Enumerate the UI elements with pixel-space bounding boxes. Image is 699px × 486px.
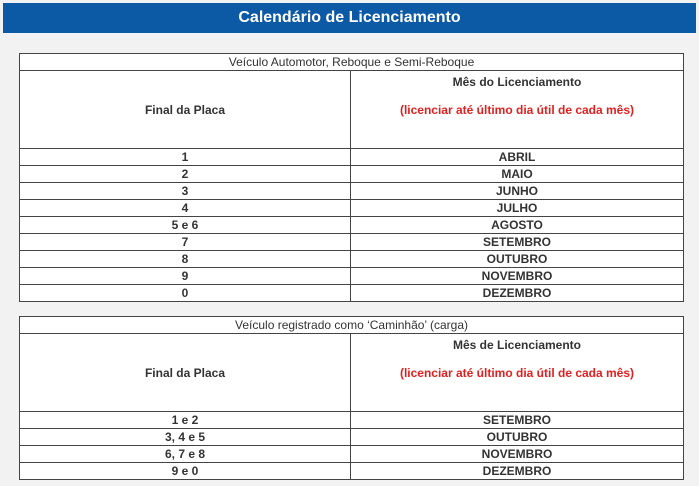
column-header-month bbox=[351, 334, 684, 412]
plate-cell: 6, 7 e 8 bbox=[20, 446, 351, 463]
month-cell: NOVEMBRO bbox=[351, 268, 684, 285]
table-row bbox=[20, 234, 684, 251]
table-row bbox=[20, 200, 684, 217]
table-row bbox=[20, 251, 684, 268]
table-header-row bbox=[20, 71, 684, 149]
table-title-row bbox=[20, 317, 684, 334]
page-title: Calendário de Licenciamento bbox=[3, 3, 696, 33]
plate-cell: 1 bbox=[20, 149, 351, 166]
column-header-month-label: Mês de Licenciamento bbox=[452, 338, 582, 352]
column-header-month bbox=[351, 71, 684, 149]
month-cell: DEZEMBRO bbox=[351, 285, 684, 302]
table-row bbox=[20, 149, 684, 166]
plate-cell: 9 bbox=[20, 268, 351, 285]
month-cell: SETEMBRO bbox=[351, 412, 684, 429]
plate-cell: 1 e 2 bbox=[20, 412, 351, 429]
table-row bbox=[20, 217, 684, 234]
month-cell: SETEMBRO bbox=[351, 234, 684, 251]
table-row bbox=[20, 412, 684, 429]
table-title-row bbox=[20, 54, 684, 71]
table-row bbox=[20, 166, 684, 183]
table-body bbox=[20, 317, 684, 480]
month-cell: OUTUBRO bbox=[351, 251, 684, 268]
month-cell: ABRIL bbox=[351, 149, 684, 166]
deadline-note: (licenciar até último dia útil de cada mês) bbox=[399, 103, 635, 117]
month-cell: MAIO bbox=[351, 166, 684, 183]
month-cell: AGOSTO bbox=[351, 217, 684, 234]
table-row bbox=[20, 463, 684, 480]
plate-cell: 8 bbox=[20, 251, 351, 268]
deadline-note: (licenciar até último dia útil de cada mês) bbox=[399, 366, 635, 380]
plate-cell: 2 bbox=[20, 166, 351, 183]
month-cell: JUNHO bbox=[351, 183, 684, 200]
plate-cell: 9 e 0 bbox=[20, 463, 351, 480]
table-row bbox=[20, 268, 684, 285]
plate-cell: 7 bbox=[20, 234, 351, 251]
table-row bbox=[20, 183, 684, 200]
column-header-plate: Final da Placa bbox=[20, 334, 351, 412]
table-row bbox=[20, 285, 684, 302]
plate-cell: 3, 4 e 5 bbox=[20, 429, 351, 446]
licensing-table-automotor bbox=[19, 53, 684, 302]
licensing-table-caminhao bbox=[19, 316, 684, 480]
month-cell: DEZEMBRO bbox=[351, 463, 684, 480]
column-header-plate: Final da Placa bbox=[20, 71, 351, 149]
plate-cell: 3 bbox=[20, 183, 351, 200]
table-row bbox=[20, 429, 684, 446]
column-header-month-label: Mês do Licenciamento bbox=[452, 75, 582, 89]
table-header-row bbox=[20, 334, 684, 412]
plate-cell: 4 bbox=[20, 200, 351, 217]
month-cell: NOVEMBRO bbox=[351, 446, 684, 463]
plate-cell: 5 e 6 bbox=[20, 217, 351, 234]
table-title: Veículo Automotor, Reboque e Semi-Reboque bbox=[20, 54, 684, 71]
plate-cell: 0 bbox=[20, 285, 351, 302]
table-row bbox=[20, 446, 684, 463]
table-title: Veículo registrado como ‘Caminhão’ (carga) bbox=[20, 317, 684, 334]
table-body bbox=[20, 54, 684, 302]
month-cell: JULHO bbox=[351, 200, 684, 217]
month-cell: OUTUBRO bbox=[351, 429, 684, 446]
